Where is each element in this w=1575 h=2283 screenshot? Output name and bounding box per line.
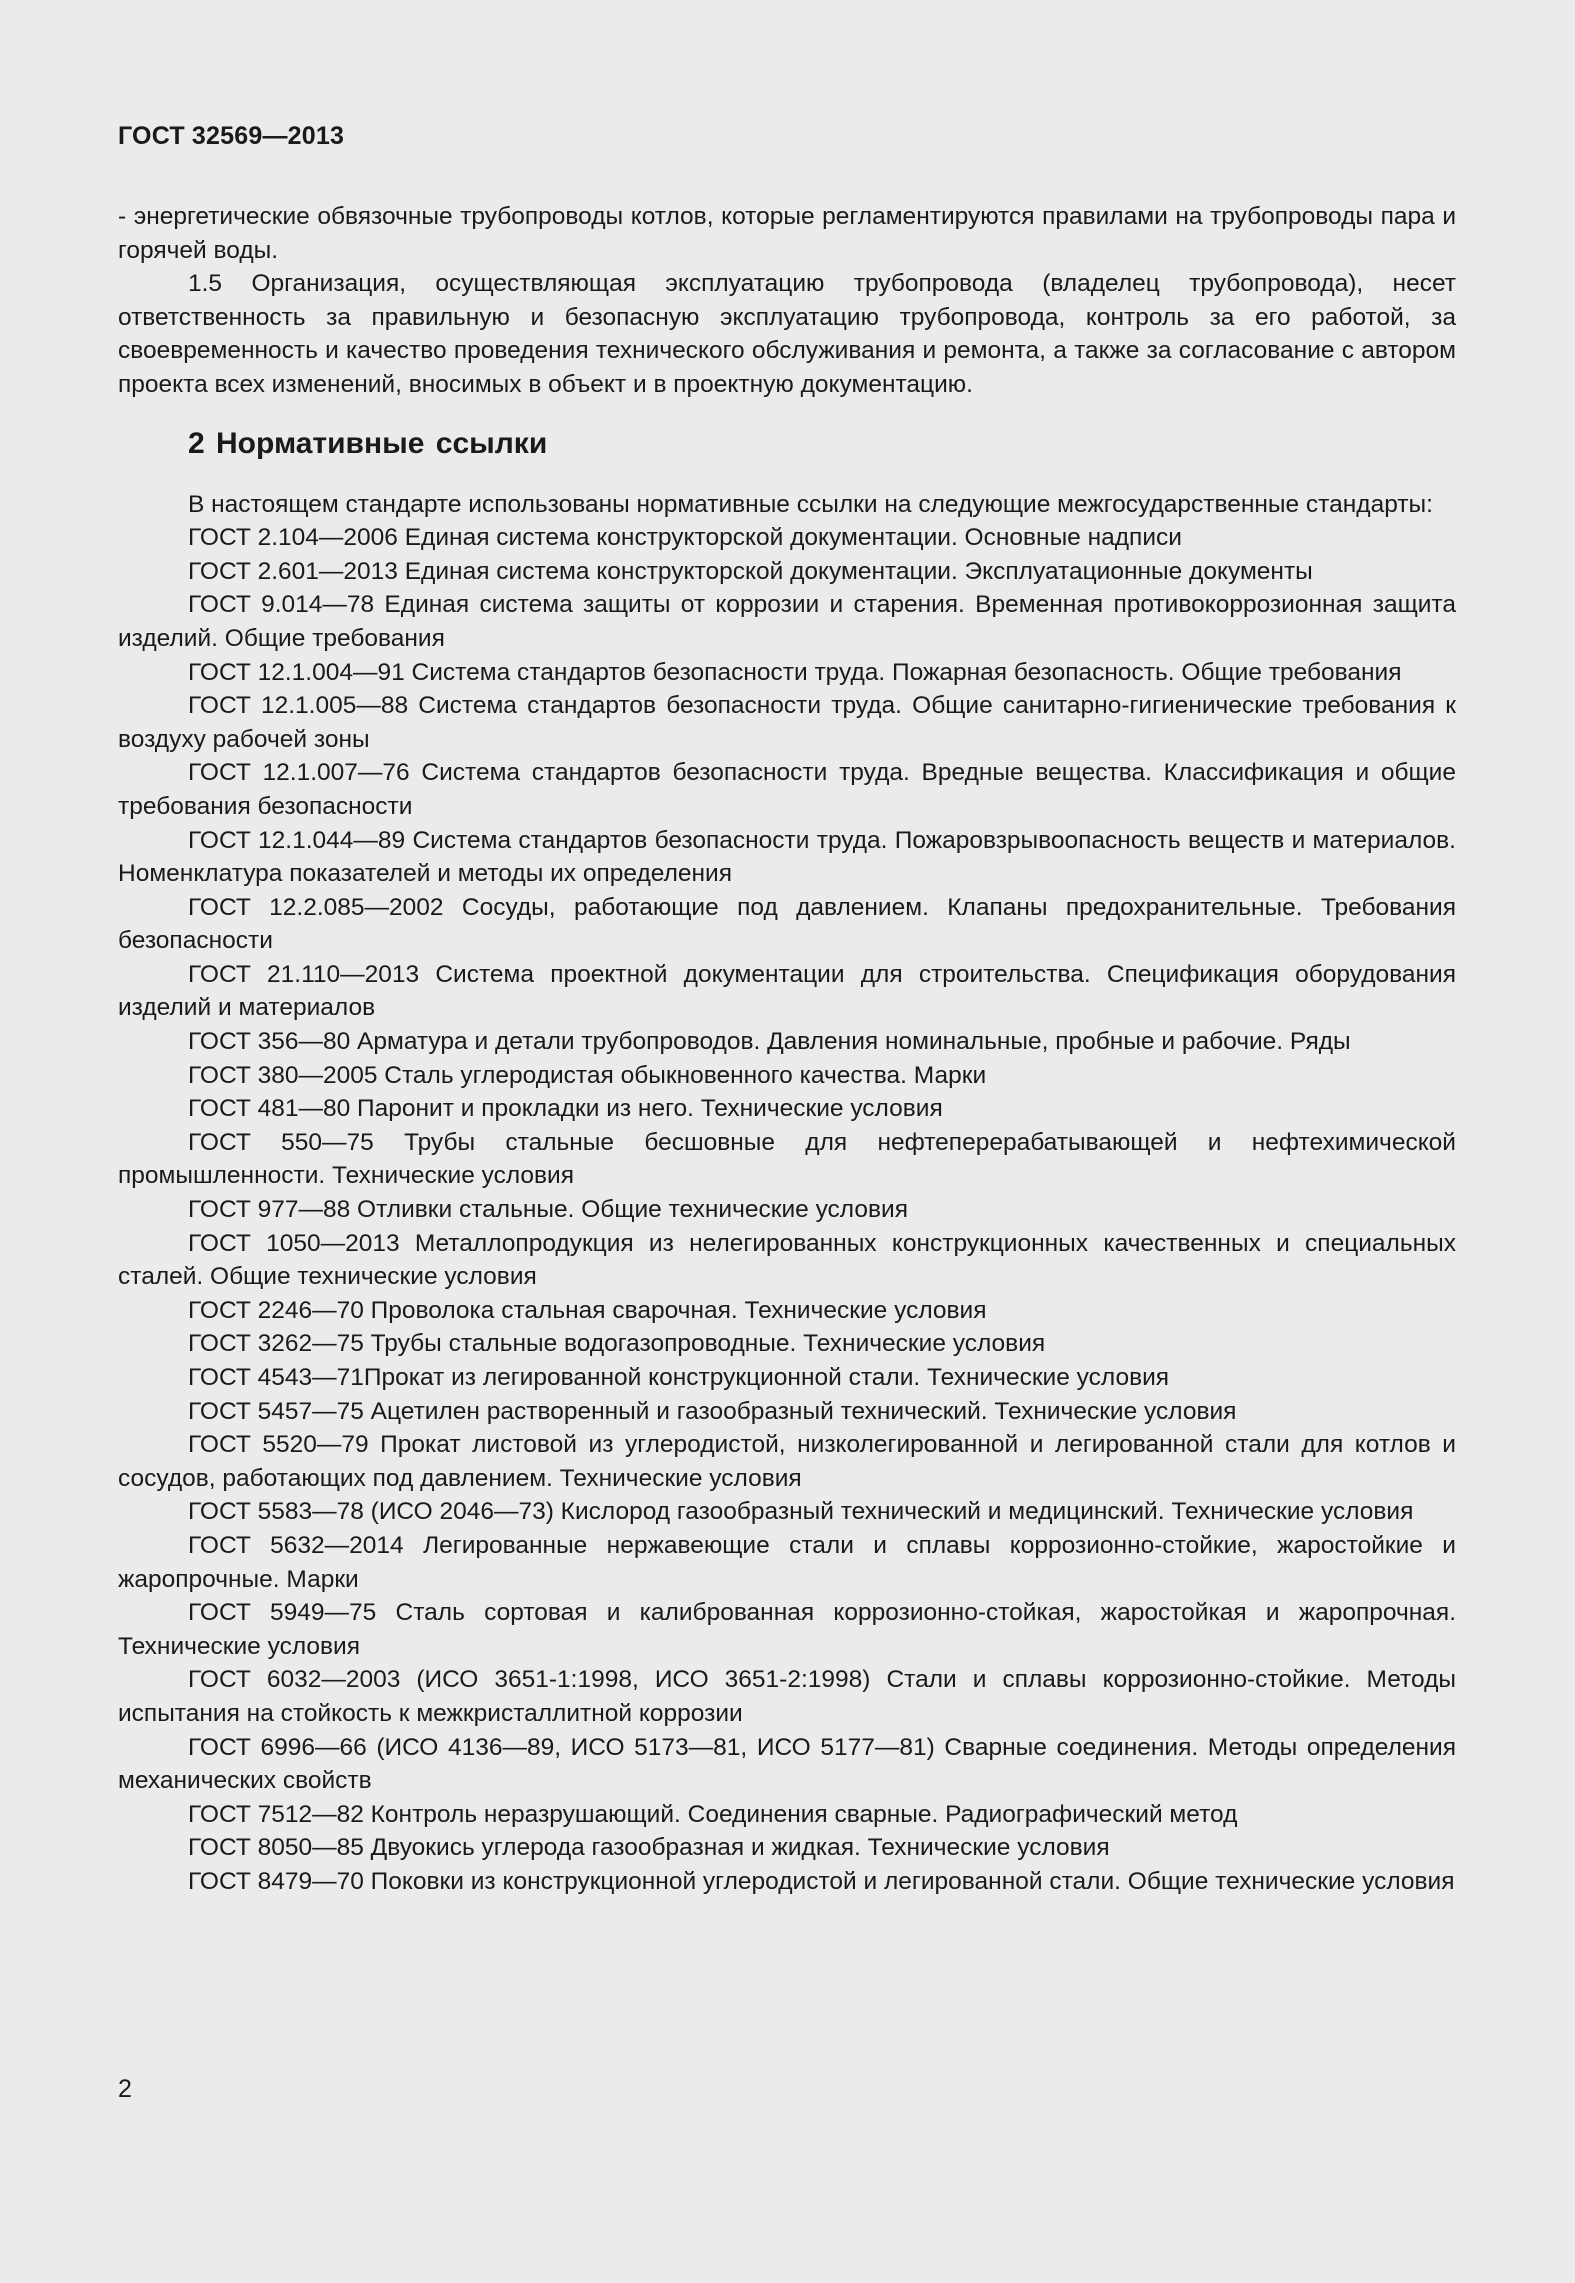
reference-item: ГОСТ 9.014—78 Единая система защиты от коррозии и старения. Временная противокоррозионная защита изделий. Общие требования	[118, 591, 1456, 652]
reference-item: ГОСТ 8479—70 Поковки из конструкционной углеродистой и легированной стали. Общие технические условия	[188, 1867, 1455, 1895]
reference-item: ГОСТ 6032—2003 (ИСО 3651-1:1998, ИСО 3651-2:1998) Стали и сплавы коррозионно-стойкие. Методы испытания на стойкость к межкристаллитной коррозии	[118, 1666, 1456, 1727]
reference-item: ГОСТ 12.1.007—76 Система стандартов безопасности труда. Вредные вещества. Классификация и общие требования безопасности	[118, 759, 1456, 820]
intro-paragraph-1: - энергетические обвязочные трубопроводы котлов, которые регламентируются правилами на трубопроводы пара и горячей воды.	[118, 203, 1456, 264]
reference-item: ГОСТ 12.2.085—2002 Сосуды, работающие под давлением. Клапаны предохранительные. Требования безопасности	[118, 893, 1456, 955]
reference-item: ГОСТ 5632—2014 Легированные нержавеющие стали и сплавы коррозионно-стойкие, жаростойкие и жаропрочные. Марки	[118, 1531, 1456, 1593]
page-number: 2	[118, 2075, 132, 2103]
reference-item: ГОСТ 550—75 Трубы стальные бесшовные для нефтеперерабатывающей и нефтехимической промышленности. Технические условия	[118, 1128, 1456, 1190]
reference-item: ГОСТ 5457—75 Ацетилен растворенный и газообразный технический. Технические условия	[188, 1397, 1237, 1425]
reference-item: ГОСТ 21.110—2013 Система проектной документации для строительства. Спецификация оборудования изделий и материалов	[118, 960, 1456, 1022]
reference-item: ГОСТ 356—80 Арматура и детали трубопроводов. Давления номинальные, пробные и рабочие. Ряды	[188, 1028, 1351, 1056]
reference-item: ГОСТ 2.601—2013 Единая система конструкторской документации. Эксплуатационные документы	[188, 557, 1313, 585]
references-list	[118, 521, 1456, 1898]
reference-item: ГОСТ 1050—2013 Металлопродукция из нелегированных конструкционных качественных и специальных сталей. Общие технические условия	[118, 1229, 1456, 1291]
reference-item: ГОСТ 12.1.004—91 Система стандартов безопасности труда. Пожарная безопасность. Общие требования	[188, 658, 1402, 686]
section-intro-paragraph: В настоящем стандарте использованы нормативные ссылки на следующие межгосударственные стандарты:	[188, 490, 1433, 518]
reference-item: ГОСТ 4543—71Прокат из легированной конструкционной стали. Технические условия	[188, 1364, 1170, 1391]
reference-item: ГОСТ 2246—70 Проволока стальная сварочная. Технические условия	[188, 1296, 987, 1324]
reference-item: ГОСТ 5583—78 (ИСО 2046—73) Кислород газообразный технический и медицинский. Технические условия	[188, 1498, 1414, 1526]
reference-item: ГОСТ 5520—79 Прокат листовой из углеродистой, низколегированной и легированной стали для котлов и сосудов, работающих под давлением. Технические условия	[118, 1431, 1456, 1492]
reference-item: ГОСТ 3262—75 Трубы стальные водогазопроводные. Технические условия	[188, 1330, 1046, 1358]
intro-paragraph-2: 1.5 Организация, осуществляющая эксплуатацию трубопровода (владелец трубопровода), несет ответственность за правильную и безопасную эксплуатацию трубопровода, контроль за его работой, за своевременность и качество проведения технического обслуживания и ремонта, а также за согласование с автором проекта всех изменений, вносимых в объект и в проектную документацию.	[118, 270, 1456, 398]
reference-item: ГОСТ 380—2005 Сталь углеродистая обыкновенного качества. Марки	[188, 1061, 987, 1089]
reference-item: ГОСТ 481—80 Паронит и прокладки из него. Технические условия	[188, 1095, 943, 1123]
reference-item: ГОСТ 12.1.044—89 Система стандартов безопасности труда. Пожаровзрывоопасность веществ и материалов. Номенклатура показателей и методы их определения	[118, 826, 1456, 888]
reference-item: ГОСТ 8050—85 Двуокись углерода газообразная и жидкая. Технические условия	[188, 1834, 1110, 1862]
document-body	[118, 200, 1456, 1899]
reference-item: ГОСТ 977—88 Отливки стальные. Общие технические условия	[188, 1196, 908, 1224]
reference-item: ГОСТ 5949—75 Сталь сортовая и калиброванная коррозионно-стойкая, жаростойкая и жаропрочная. Технические условия	[118, 1599, 1456, 1660]
reference-item: ГОСТ 7512—82 Контроль неразрушающий. Соединения сварные. Радиографический метод	[188, 1800, 1238, 1828]
document-id-header: ГОСТ 32569—2013	[118, 122, 345, 150]
reference-item: ГОСТ 6996—66 (ИСО 4136—89, ИСО 5173—81, ИСО 5177—81) Сварные соединения. Методы определения механических свойств	[118, 1733, 1456, 1795]
section-title: 2 Нормативные ссылки	[188, 426, 548, 460]
reference-item: ГОСТ 12.1.005—88 Система стандартов безопасности труда. Общие санитарно-гигиенические требования к воздуху рабочей зоны	[118, 692, 1456, 753]
reference-item: ГОСТ 2.104—2006 Единая система конструкторской документации. Основные надписи	[188, 524, 1182, 552]
